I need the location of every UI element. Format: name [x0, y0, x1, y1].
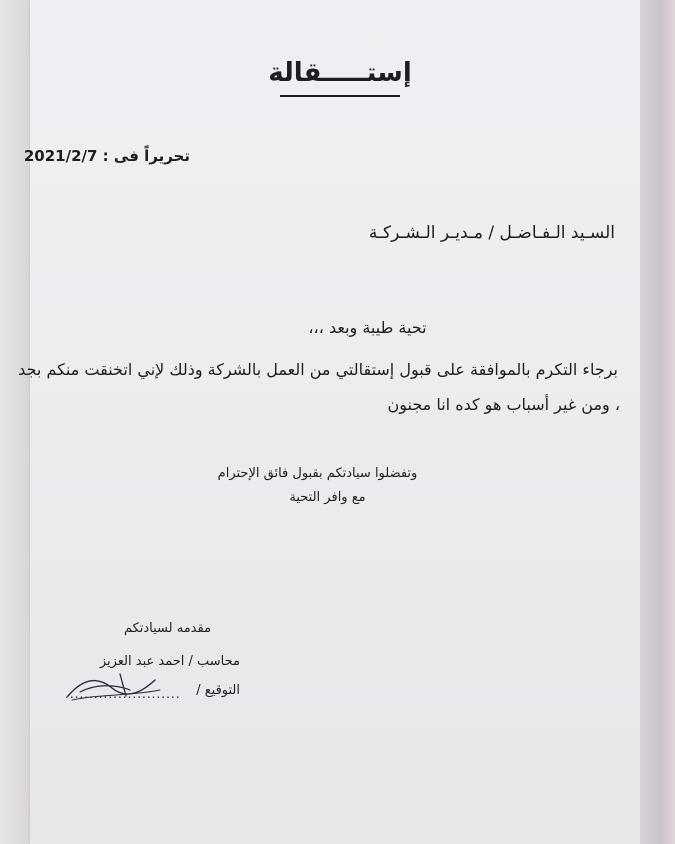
signature-dotted-line: ........................	[65, 687, 181, 701]
signature-label: التوقيع /	[196, 683, 240, 698]
document-date: تحريراً فى : 2021/2/7	[23, 147, 190, 165]
document-title: إستـــــقالة	[268, 58, 412, 88]
body-paragraph-line-2: ، ومن غير أسباب هو كده انا مجنون	[387, 395, 620, 414]
background-right	[640, 0, 675, 844]
title-underline	[280, 95, 400, 97]
closing-line-1: وتفضلوا سيادتكم بقبول فائق الإحترام	[217, 466, 418, 481]
background-left	[0, 0, 30, 844]
presented-by-line: مقدمه لسيادتكم	[123, 621, 212, 636]
paper-sheet	[18, 0, 640, 844]
handwritten-signature	[60, 666, 181, 706]
closing-line-2: مع وافر التحية	[289, 490, 366, 505]
body-paragraph-line-1: برجاء التكرم بالموافقة على قبول إستقالتي من العمل بالشركة وذلك لإني اتخنقت منكم بجد	[18, 360, 618, 379]
sender-role-name: محاسب / احمد عبد العزيز	[99, 654, 240, 669]
greeting-line: تحية طيبة وبعد ،،،	[308, 318, 427, 337]
addressee-line: السـيد الـفـاضـل / مـديـر الـشـركـة	[368, 223, 615, 243]
